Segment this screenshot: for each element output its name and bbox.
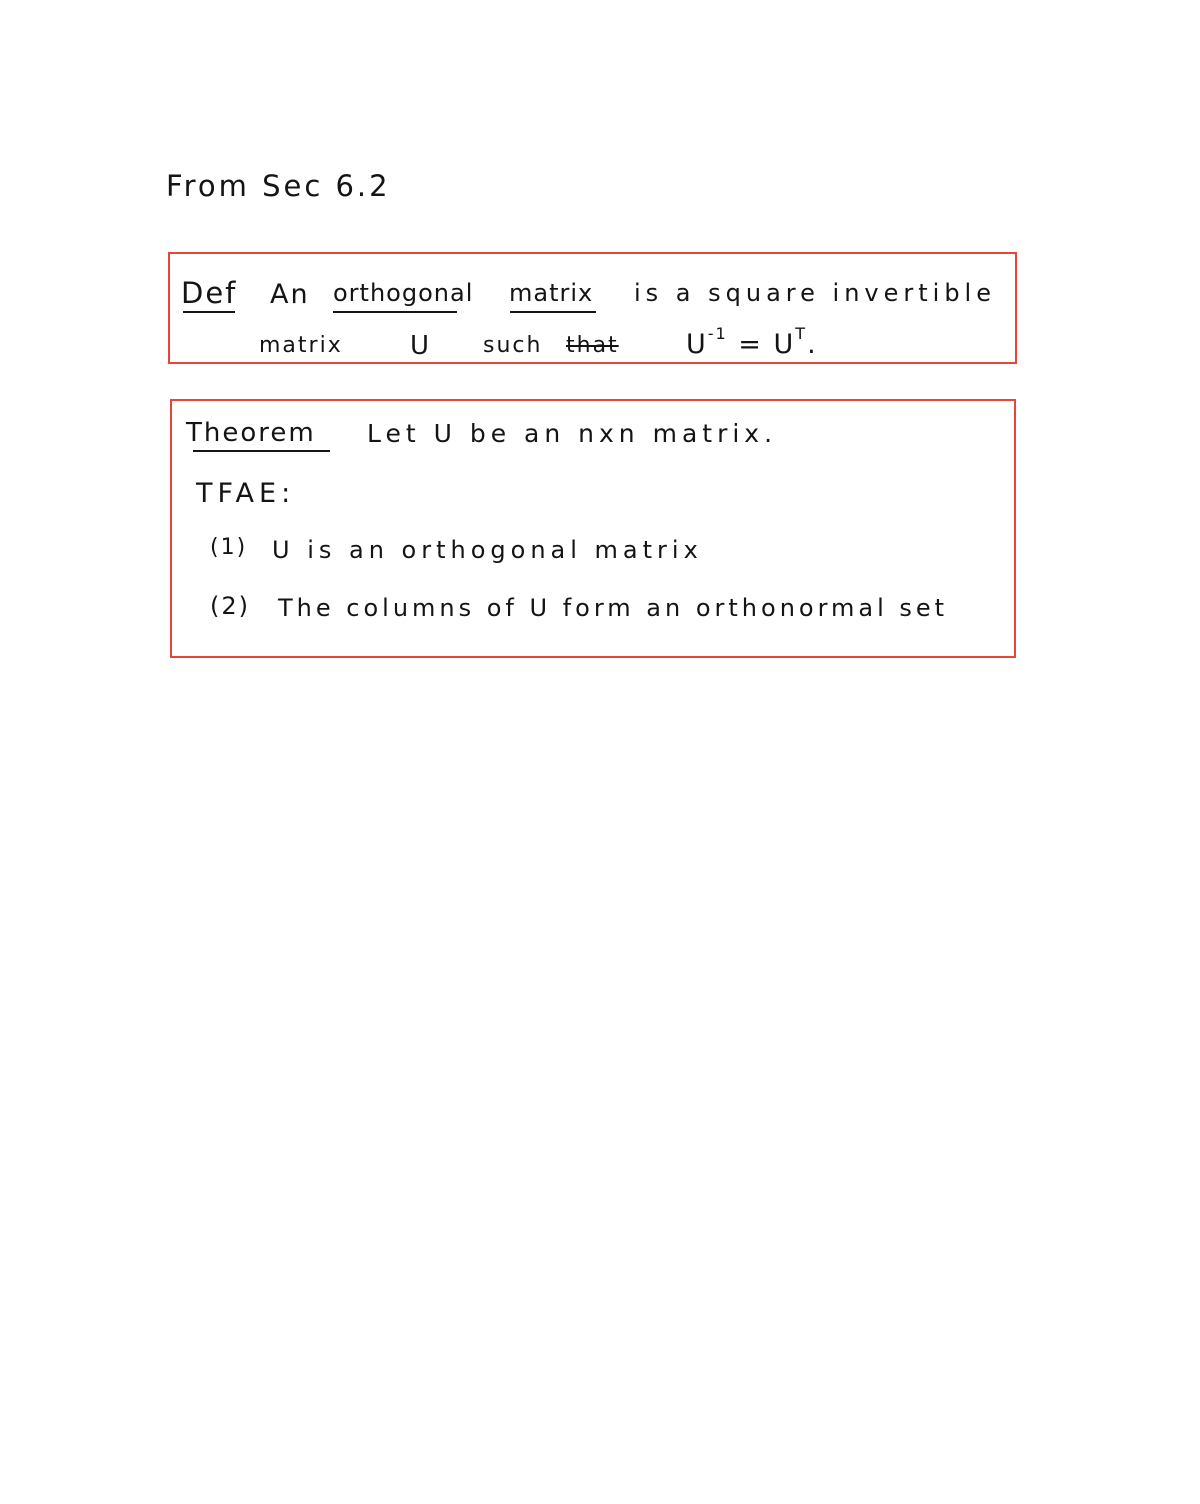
theorem-item-1-text: U is an orthogonal matrix: [272, 536, 703, 564]
definition-word-matrix: matrix: [509, 279, 594, 307]
definition-line2-that: that: [566, 333, 619, 358]
matrix-underline: [510, 311, 596, 313]
equation-rhs-exponent: T: [795, 324, 808, 343]
orthogonal-underline: [333, 311, 457, 313]
definition-line2-matrix: matrix: [259, 333, 343, 358]
equation-lhs: U: [686, 329, 708, 360]
equation-period: .: [807, 329, 818, 360]
definition-line1-rest: is a square invertible: [634, 279, 996, 307]
theorem-item-2-text: The columns of U form an orthonormal set: [278, 594, 949, 622]
theorem-item-1-marker: (1): [210, 535, 248, 560]
definition-line2-such: such: [483, 333, 543, 358]
equation-mid: = U: [727, 329, 796, 360]
theorem-tfae: TFAE:: [196, 478, 296, 509]
equation-lhs-exponent: -1: [707, 324, 728, 343]
definition-word-an: An: [270, 279, 310, 310]
theorem-statement: Let U be an nxn matrix.: [367, 419, 778, 448]
definition-label-underline: [183, 311, 235, 313]
definition-equation: [686, 324, 818, 360]
definition-line2-u: U: [410, 331, 432, 361]
page-heading: From Sec 6.2: [166, 169, 391, 203]
theorem-label-underline: [193, 450, 330, 452]
theorem-label: Theorem: [186, 418, 316, 448]
definition-label: Def: [181, 276, 238, 310]
definition-word-orthogonal: orthogonal: [333, 279, 474, 307]
theorem-item-2-marker: (2): [210, 592, 250, 620]
